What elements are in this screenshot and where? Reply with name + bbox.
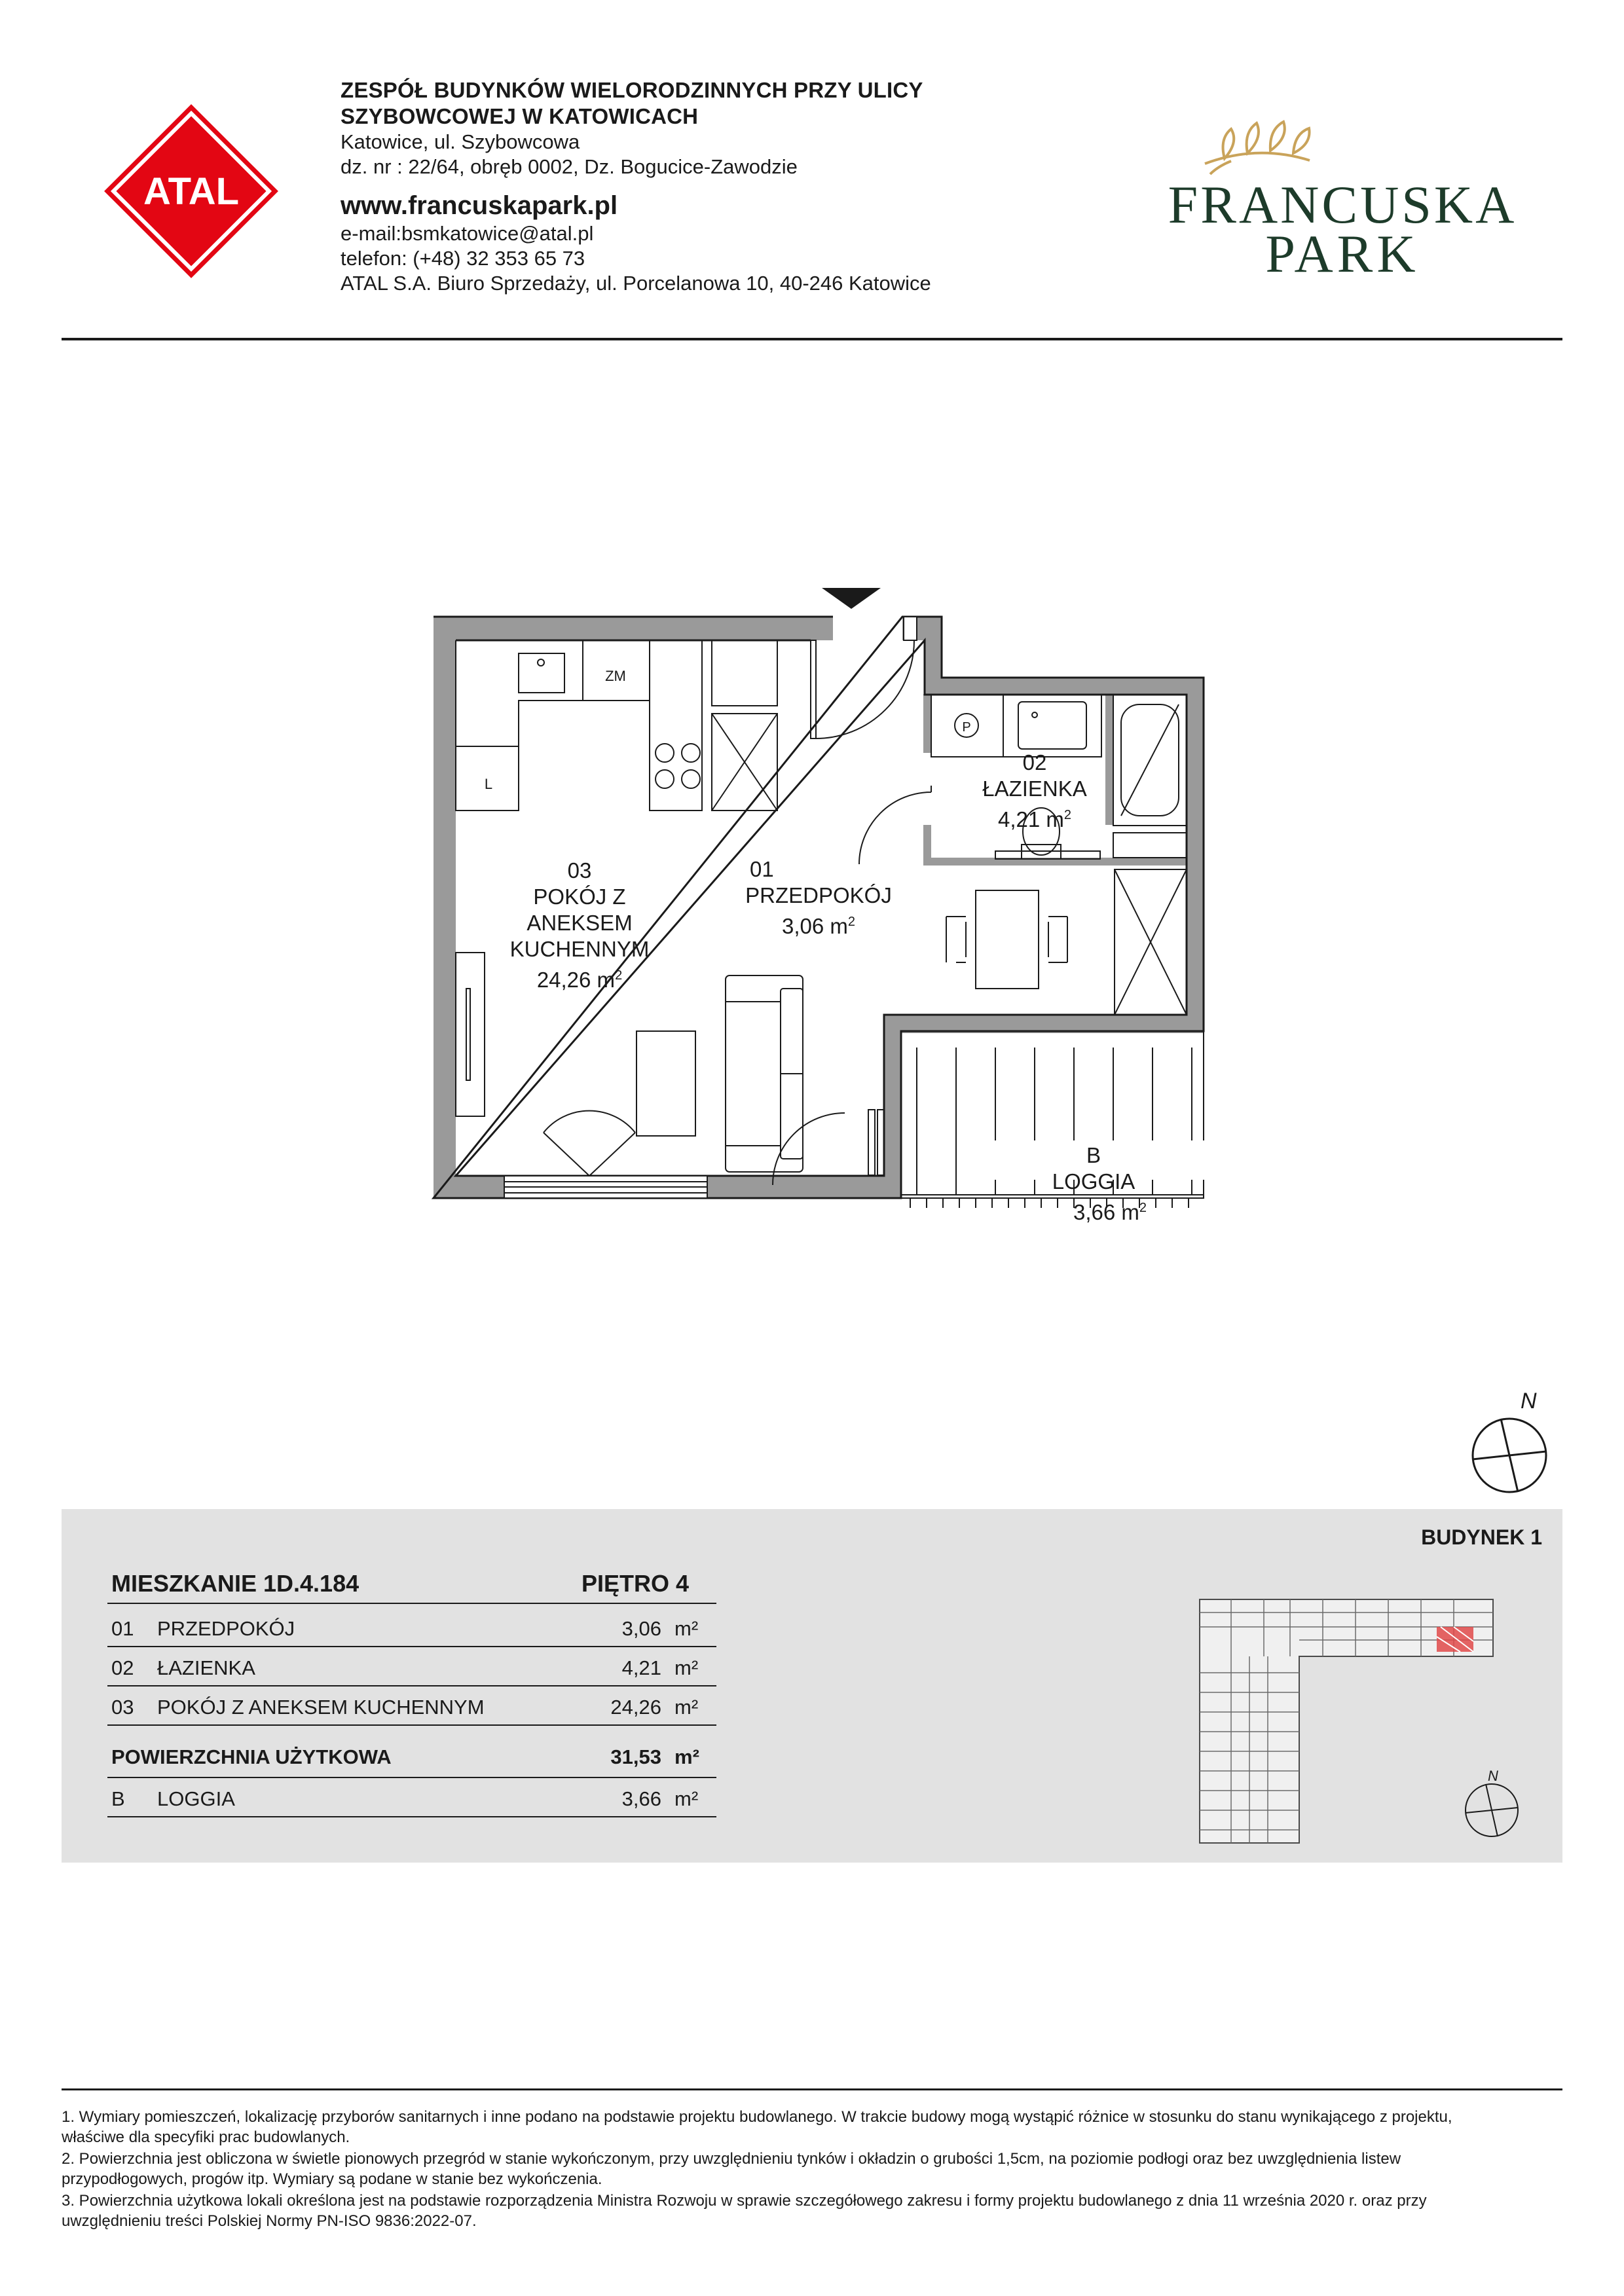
room-b-label <box>1022 1142 1166 1226</box>
row-03-unit: m² <box>674 1696 699 1719</box>
compass-n-label: N <box>1521 1389 1537 1413</box>
francuska-park-logo <box>1139 98 1545 282</box>
sofa <box>637 975 803 1172</box>
row-03-area: 24,26 <box>610 1696 661 1719</box>
site-compass-n: N <box>1488 1768 1498 1784</box>
total-label: POWIERZCHNIA UŻYTKOWA <box>111 1745 392 1768</box>
project-title-line2: SZYBOWCOWEJ W KATOWICACH <box>341 104 699 128</box>
row-02-area: 4,21 <box>621 1656 661 1679</box>
row-b-unit: m² <box>674 1787 699 1810</box>
room-b-number: B <box>1086 1143 1101 1167</box>
row-03-num: 03 <box>111 1696 134 1719</box>
atal-logo-text: ATAL <box>143 170 240 213</box>
footnote-3a: 3. Powierzchnia użytkowa lokali określona jest na podstawie rozporządzenia Ministra Rozwoju w sprawie szczegółowego zakresu i formy projektu budowlanego z dnia 11 września 2020 r. oraz przy <box>62 2192 1427 2210</box>
footnote-2a: 2. Powierzchnia jest obliczona w świetle pionowych przegród w stanie wykończonym, przy uwzględnieniu tynków i okładzin o grubości 1,5cm, na poziomie podłogi oraz bez uwzględnienia listew <box>62 2150 1401 2168</box>
table-rule <box>107 1646 716 1647</box>
room-b-name: LOGGIA <box>1052 1169 1135 1194</box>
wall-cabinet <box>456 953 485 1116</box>
row-01-area: 3,06 <box>621 1617 661 1640</box>
table-rule <box>107 1685 716 1686</box>
room-02-name: ŁAZIENKA <box>982 776 1087 801</box>
brand-name-line1: FRANCUSKA <box>1168 175 1517 234</box>
site-compass-icon <box>1466 1768 1518 1836</box>
room-03-name-line2: KUCHENNYM <box>509 937 650 961</box>
room-01-label <box>743 856 894 939</box>
compass-icon <box>1460 1378 1559 1496</box>
room-02-area: 4,21 $m^2$ <box>997 807 1071 831</box>
room-03-name-line1: POKÓJ Z ANEKSEM <box>526 884 633 935</box>
floor-number: PIĘTRO 4 <box>581 1570 690 1597</box>
balcony-door <box>773 1110 884 1185</box>
room-01-number: 01 <box>750 857 774 881</box>
entrance-arrow-icon <box>822 588 881 609</box>
apartment-number: MIESZKANIE 1D.4.184 <box>111 1570 360 1597</box>
brand-name-line2: PARK <box>1265 224 1420 282</box>
contact-phone: telefon: (+48) 32 353 65 73 <box>341 247 585 270</box>
dining-table <box>946 890 1067 989</box>
footnote-3b: uwzględnieniu treści Polskiej Normy PN-ISO 9836:2022-07. <box>62 2212 477 2230</box>
kitchen-counter <box>456 640 777 811</box>
table-rule <box>107 1603 716 1604</box>
footnote-1a: 1. Wymiary pomieszczeń, lokalizację przyborów sanitarnych i inne podano na podstawie projektu budowlanego. W trakcie budowy mogą wystąpić różnice w stosunku do stanu wynikającego z projektu, <box>62 2108 1452 2126</box>
contact-email[interactable]: e-mail:bsmkatowice@atal.pl <box>341 222 594 245</box>
row-b-num: B <box>111 1787 125 1810</box>
project-plot: dz. nr : 22/64, obręb 0002, Dz. Bogucice-Zawodzie <box>341 155 798 178</box>
coffee-table <box>637 1031 695 1136</box>
room-02-number: 02 <box>1022 750 1047 774</box>
label-p: P <box>962 720 971 735</box>
row-02-unit: m² <box>674 1656 699 1679</box>
table-rule <box>107 1816 716 1817</box>
room-01-name: PRZEDPOKÓJ <box>745 883 892 907</box>
table-rule <box>107 1777 716 1778</box>
total-unit: m² <box>674 1745 699 1768</box>
room-03-area: 24,26 $m^2$ <box>536 968 623 992</box>
room-b-area: 3,66 $m^2$ <box>1073 1200 1147 1224</box>
row-01-unit: m² <box>674 1617 699 1640</box>
label-l: L <box>484 776 493 792</box>
label-zm: ZM <box>605 668 626 684</box>
project-address: Katowice, ul. Szybowcowa <box>341 130 580 153</box>
header-divider <box>62 338 1562 340</box>
room-02-label <box>969 750 1100 833</box>
table-rule <box>107 1724 716 1726</box>
website-link[interactable]: www.francuskapark.pl <box>341 191 618 220</box>
footnote-2b: przypodłogowych, progów itp. Wymiary są podane w stanie bez wykończenia. <box>62 2170 602 2188</box>
room-03-number: 03 <box>567 858 592 883</box>
row-02-num: 02 <box>111 1656 134 1679</box>
sales-office: ATAL S.A. Biuro Sprzedaży, ul. Porcelanowa 10, 40-246 Katowice <box>341 272 931 295</box>
row-02-name: ŁAZIENKA <box>157 1656 255 1679</box>
project-title-line1: ZESPÓŁ BUDYNKÓW WIELORODZINNYCH PRZY ULICY <box>341 78 923 102</box>
row-01-name: PRZEDPOKÓJ <box>157 1617 295 1640</box>
row-03-name: POKÓJ Z ANEKSEM KUCHENNYM <box>157 1696 485 1719</box>
atal-logo <box>98 98 284 284</box>
footnote-1b: właściwe dla specyfiki prac budowlanych. <box>62 2128 350 2146</box>
footer-divider <box>62 2088 1562 2090</box>
room-01-area: 3,06 $m^2$ <box>781 914 855 938</box>
room-03-label <box>481 858 678 993</box>
row-b-name: LOGGIA <box>157 1787 235 1810</box>
row-b-area: 3,66 <box>621 1787 661 1810</box>
row-01-num: 01 <box>111 1617 134 1640</box>
wardrobe <box>1115 869 1187 1015</box>
window <box>504 1111 707 1198</box>
total-area: 31,53 <box>610 1745 661 1768</box>
leaf-branch-icon <box>1205 122 1310 174</box>
building-site-plan <box>1192 1581 1532 1850</box>
building-label: BUDYNEK 1 <box>1421 1525 1542 1549</box>
